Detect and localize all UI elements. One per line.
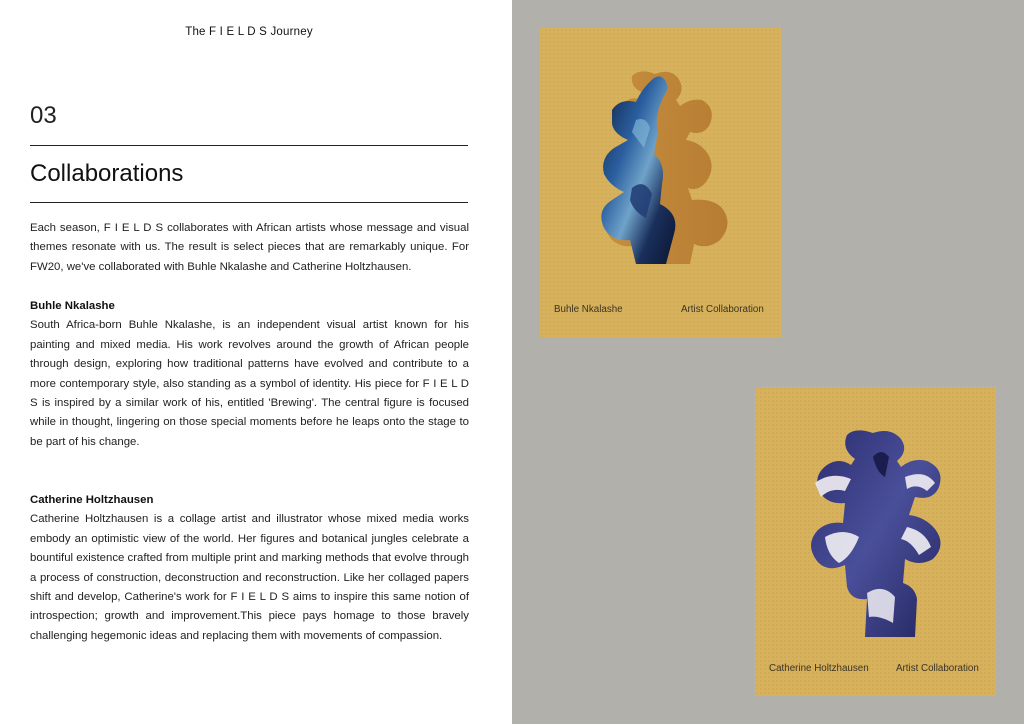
artist-name: Catherine Holtzhausen <box>30 494 154 506</box>
card-label: Artist Collaboration <box>681 304 764 315</box>
card-label: Artist Collaboration <box>896 663 979 674</box>
artist-name: Buhle Nkalashe <box>30 300 115 312</box>
intro-text: Each season, F I E L D S collaborates with African artists whose message and visual themes resonate with us. The result is select pieces that are remarkably unique. For FW20, we've collaborated with Buhle Nkalashe and Catherine Holtzhausen. <box>30 222 469 273</box>
artist-block <box>30 491 469 646</box>
artwork-figure-image <box>755 387 996 696</box>
section-number: 03 <box>30 102 57 129</box>
artwork-card <box>755 387 996 696</box>
page-title: Collaborations <box>30 160 184 187</box>
artwork-figure-image <box>540 28 781 337</box>
artist-block <box>30 297 469 452</box>
card-artist-name: Catherine Holtzhausen <box>769 663 869 674</box>
card-artist-name: Buhle Nkalashe <box>554 304 623 315</box>
divider-top <box>30 145 468 146</box>
divider-bottom <box>30 202 468 203</box>
artist-bio: South Africa-born Buhle Nkalashe, is an independent visual artist known for his painting and mixed media. His work revolves around the growth of African people through design, exploring how traditional patterns have evolved and contribute to a more contemporary style, also standing as a symbol of identity. His piece for F I E L D S is inspired by a similar work of his, entitled 'Brewing'. The central figure is focused while in thought, lingering on those special moments before he leaps onto the stage to be part of his change. <box>30 319 469 448</box>
artist-bio: Catherine Holtzhausen is a collage artist and illustrator whose mixed media works embody an optimistic view of the world. Her figures and botanical jungles celebrate a bountiful existence crafted from multiple print and marking methods that evolve through a process of construction, deconstruction and reconstruction. Like her collaged papers shift and develop, Catherine's work for F I E L D S aims to inspire this same notion of introspection; growth and improvement.This piece pays homage to those bravely challenging hegemonic ideas and replacing them with movements of compassion. <box>30 513 469 642</box>
intro-paragraph <box>30 219 469 277</box>
artwork-card <box>540 28 781 337</box>
running-title: The F I E L D S Journey <box>185 26 313 38</box>
